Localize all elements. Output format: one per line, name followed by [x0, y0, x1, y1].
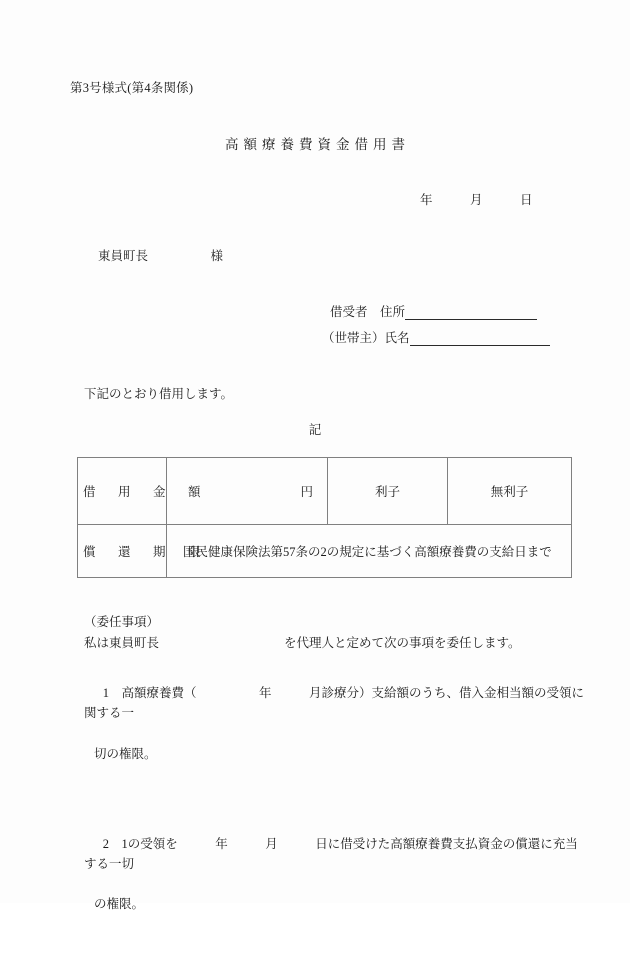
repayment-term-label: 償 還 期 限 — [78, 525, 167, 578]
borrower-address-label: 借受者 住所 — [330, 305, 406, 319]
loan-amount-value[interactable]: 円 — [167, 458, 328, 525]
table-row — [78, 525, 572, 578]
delegation-item — [84, 663, 584, 805]
borrower-address-field[interactable] — [405, 306, 537, 320]
table-row — [78, 458, 572, 525]
borrower-address-row — [330, 302, 550, 320]
borrower-block — [322, 302, 550, 354]
date-line: 年 月 日 — [420, 193, 533, 207]
interest-value: 無利子 — [448, 458, 572, 525]
loan-amount-label: 借 用 金 額 — [78, 458, 167, 525]
delegation-item-number: 1 — [102, 685, 109, 700]
ki-mark: 記 — [308, 423, 322, 437]
intro-text: 下記のとおり借用します。 — [84, 387, 234, 401]
delegation-item — [84, 813, 584, 955]
delegation-lead: 私は東員町長 を代理人と定めて次の事項を委任します。 — [84, 636, 521, 651]
borrower-name-field[interactable] — [410, 332, 550, 346]
delegation-section — [84, 612, 584, 955]
document-title: 高額療養費資金借用書 — [225, 137, 410, 152]
delegation-item-line2: の権限。 — [94, 897, 145, 912]
form-number: 第3号様式(第4条関係) — [70, 81, 194, 95]
delegation-item-number: 2 — [102, 836, 109, 851]
delegation-item-line1: 高額療養費（ 年 月診療分）支給額のうち、借入金相当額の受領に関する一 — [84, 685, 585, 720]
delegation-heading: （委任事項） — [84, 615, 160, 629]
repayment-term-value: 国民健康保険法第57条の2の規定に基づく高額療養費の支給日まで — [167, 525, 572, 578]
delegation-item-line1: 1の受領を 年 月 日に借受けた高額療養費支払資金の償還に充当する一切 — [84, 836, 578, 871]
delegation-item-line2: 切の権限。 — [94, 746, 157, 761]
addressee-line: 東員町長 様 — [98, 249, 224, 263]
borrower-name-label: （世帯主）氏名 — [322, 331, 410, 345]
loan-table — [77, 457, 572, 578]
borrower-name-row — [322, 328, 550, 346]
interest-label: 利子 — [328, 458, 448, 525]
